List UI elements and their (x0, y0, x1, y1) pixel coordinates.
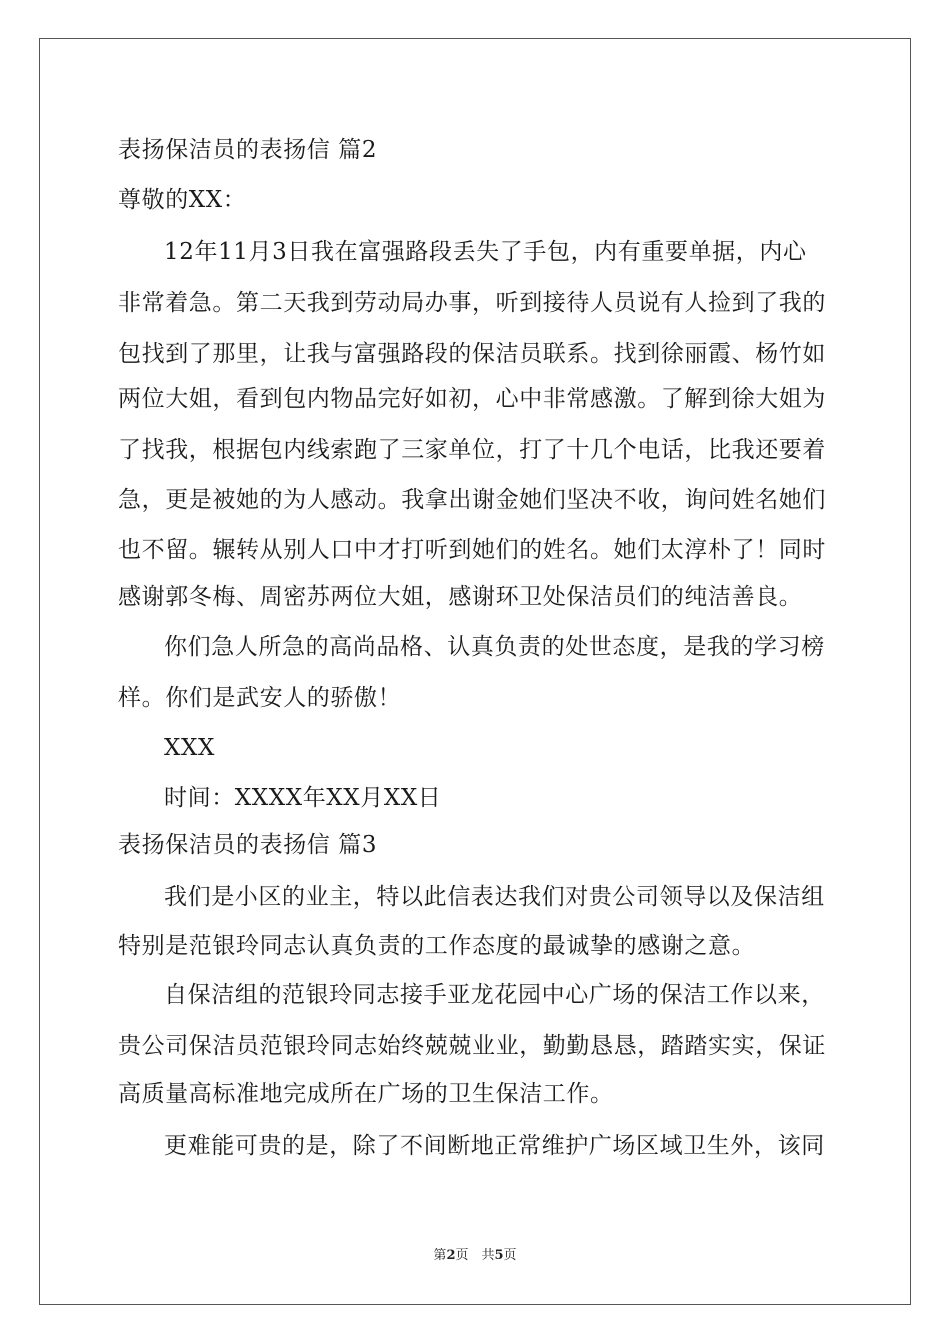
body-line: 高质量高标准地完成所在广场的卫生保洁工作。 (118, 1081, 614, 1107)
date-line: 时间：XXXX年XX月XX日 (164, 785, 442, 811)
section-title: 表扬保洁员的表扬信 篇3 (118, 832, 378, 858)
body-line: 12年11月3日我在富强路段丢失了手包，内有重要单据，内心 (164, 239, 807, 265)
signature: XXX (164, 735, 215, 761)
salutation: 尊敬的XX： (118, 187, 247, 213)
page-footer (0, 1248, 950, 1264)
body-line: 也不留。辗转从别人口中才打听到她们的姓名。她们太淳朴了！同时 (118, 537, 826, 563)
body-line: 自保洁组的范银玲同志接手亚龙花园中心广场的保洁工作以来， (164, 982, 825, 1008)
body-line: 感谢郭冬梅、周密苏两位大姐，感谢环卫处保洁员们的纯洁善良。 (118, 584, 803, 610)
body-line: 两位大姐，看到包内物品完好如初，心中非常感激。了解到徐大姐为 (118, 386, 826, 412)
body-line: 了找我，根据包内线索跑了三家单位，打了十几个电话，比我还要着 (118, 437, 826, 463)
body-line: 你们急人所急的高尚品格、认真负责的处世态度，是我的学习榜 (164, 634, 825, 660)
body-line: 样。你们是武安人的骄傲！ (118, 685, 402, 711)
body-line: 我们是小区的业主，特以此信表达我们对贵公司领导以及保洁组 (164, 884, 825, 910)
body-line: 急，更是被她的为人感动。我拿出谢金她们坚决不收，询问姓名她们 (118, 487, 826, 513)
body-line: 更难能可贵的是，除了不间断地正常维护广场区域卫生外，该同 (164, 1133, 825, 1159)
page-border (39, 38, 911, 1305)
body-line: 贵公司保洁员范银玲同志始终兢兢业业，勤勤恳恳，踏踏实实，保证 (118, 1033, 826, 1059)
footer-suffix: 页 (503, 1248, 517, 1263)
body-line: 包找到了那里，让我与富强路段的保洁员联系。找到徐丽霞、杨竹如 (118, 341, 826, 367)
current-page-number: 2 (446, 1248, 456, 1263)
total-page-count: 5 (494, 1248, 504, 1263)
footer-prefix: 第 (433, 1248, 447, 1263)
body-line: 特别是范银玲同志认真负责的工作态度的最诚挚的感谢之意。 (118, 933, 756, 959)
section-title: 表扬保洁员的表扬信 篇2 (118, 137, 378, 163)
body-line: 非常着急。第二天我到劳动局办事，听到接待人员说有人捡到了我的 (118, 290, 826, 316)
footer-middle: 页 共 (455, 1248, 495, 1263)
